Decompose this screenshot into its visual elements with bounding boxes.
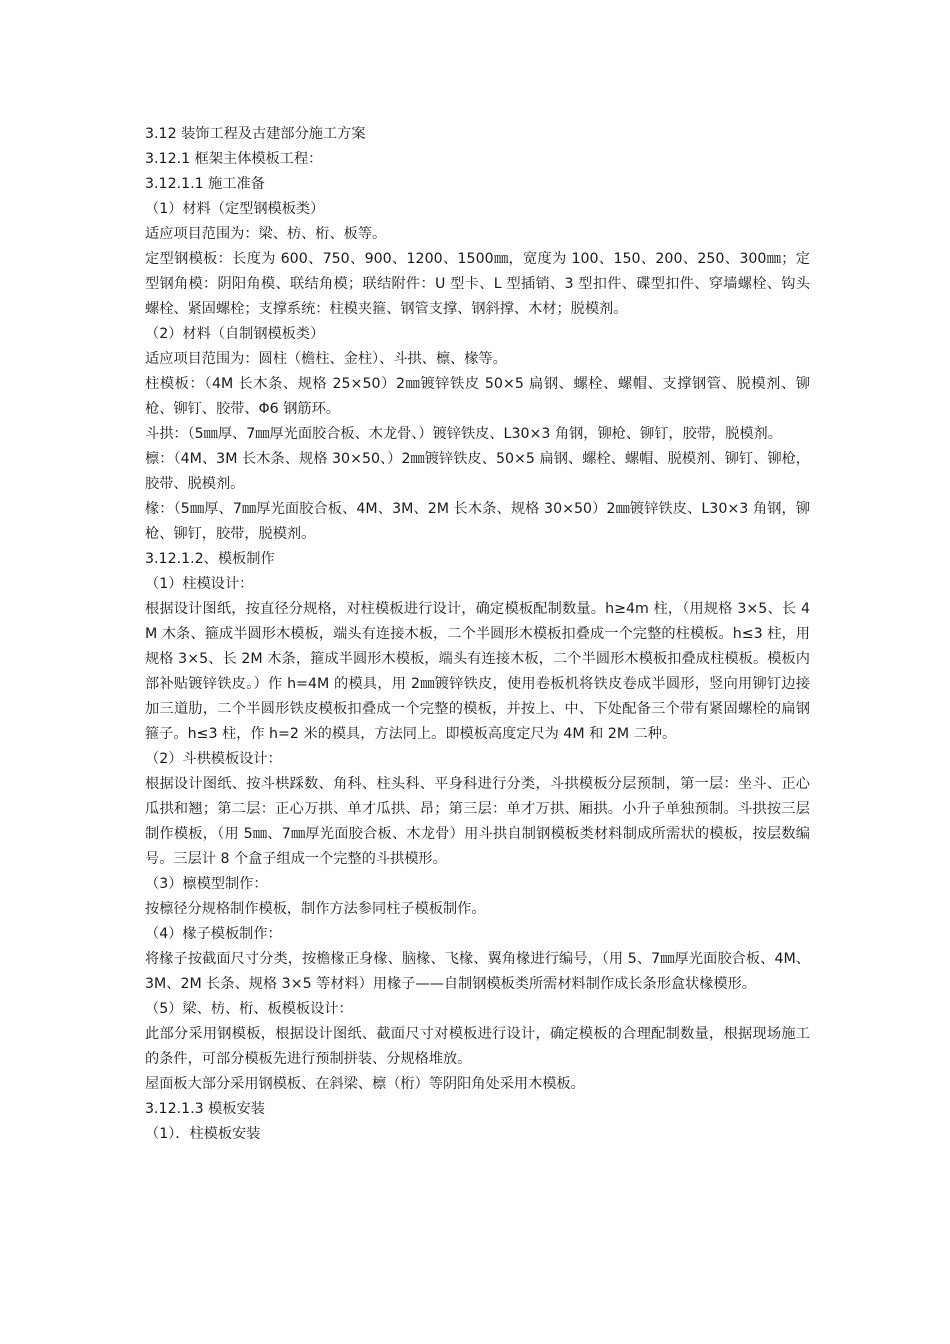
subsection-title: 3.12.1 框架主体模板工程：: [145, 151, 323, 167]
paragraph: 屋面板大部分采用钢模板、在斜梁、檩（桁）等阴阳角处采用木模板。: [145, 1076, 585, 1092]
paragraph: 椽：（5㎜厚、7㎜厚光面胶合板、4M、3M、2M 长木条、规格 30×50）2㎜镀锌铁皮、L30×3 角钢，铆枪、铆钉，胶带，脱模剂。: [145, 501, 810, 542]
section-title: 3.12 装饰工程及古建部分施工方案: [145, 126, 366, 142]
paragraph: 柱模板：（4M 长木条、规格 25×50）2㎜镀锌铁皮 50×5 扁钢、螺栓、螺帽、支撑钢管、脱模剂、铆枪、铆钉、胶带、Φ6 钢筋环。: [145, 376, 810, 417]
item-heading: （1）材料（定型钢模板类）: [145, 201, 325, 217]
subsection-title: 3.12.1.3 模板安装: [145, 1101, 265, 1117]
paragraph: 将椽子按截面尺寸分类，按檐椽正身椽、脑椽、飞椽、翼角椽进行编号，（用 5、7㎜厚光面胶合板、4M、3M、2M 长条、规格 3×5 等材料）用椽子——自制钢模板类所需材料制作成长条形盒状椽模形。: [145, 951, 810, 992]
subsection-title: 3.12.1.1 施工准备: [145, 176, 265, 192]
paragraph: 檩：（4M、3M 长木条、规格 30×50、）2㎜镀锌铁皮、50×5 扁钢、螺栓、螺帽、脱模剂、铆钉、铆枪，胶带、脱模剂。: [145, 451, 810, 492]
item-heading: （4）椽子模板制作：: [145, 926, 282, 942]
paragraph: 定型钢模板：长度为 600、750、900、1200、1500㎜，宽度为 100、150、200、250、300㎜；定型钢角模：阴阳角模、联结角模；联结附件：U 型卡、L 型插销、3 型扣件、碟型扣件、穿墙螺栓、钩头螺栓、紧固螺栓；支撑系统：柱模夹箍、钢管支撑、钢斜撑、木材；脱模剂。: [145, 251, 810, 317]
paragraph: 根据设计图纸，按直径分规格，对柱模板进行设计，确定模板配制数量。h≥4m 柱，（用规格 3×5、长 4M 木条、箍成半圆形木模板，端头有连接木板，二个半圆形木模板扣叠成一个完整的柱模板。h≤3 柱，用规格 3×5、长 2M 木条，箍成半圆形木模板，端头有连接木板，二个半圆形木模板扣叠成柱模板。模板内部补贴镀锌铁皮。）作 h=4M 的模具，用 2㎜镀锌铁皮，使用卷板机将铁皮卷成半圆形，竖向用铆钉边接加三道肋，二个半圆形铁皮模板扣叠成一个完整的模板，并按上、中、下处配备三个带有紧固螺栓的扁钢箍子。h≤3 柱，作 h=2 米的模具，方法同上。即模板高度定尺为 4M 和 2M 二种。: [145, 601, 810, 742]
paragraph: 根据设计图纸、按斗栱踩数、角科、柱头科、平身科进行分类，斗拱模板分层预制，第一层：坐斗、正心瓜拱和翘；第二层：正心万拱、单才瓜拱、昂；第三层：单才万拱、厢拱。小升子单独预制。斗拱按三层制作模板，（用 5㎜、7㎜厚光面胶合板、木龙骨）用斗拱自制钢模板类材料制成所需状的模板，按层数编号。三层计 8 个盒子组成一个完整的斗拱模形。: [145, 776, 810, 867]
paragraph: 斗拱：（5㎜厚、7㎜厚光面胶合板、木龙骨、）镀锌铁皮、L30×3 角钢，铆枪、铆钉，胶带，脱模剂。: [145, 426, 782, 442]
paragraph: 此部分采用钢模板，根据设计图纸、截面尺寸对模板进行设计，确定模板的合理配制数量，根据现场施工的条件，可部分模板先进行预制拼装、分规格堆放。: [145, 1026, 810, 1067]
subsection-title: 3.12.1.2、模板制作: [145, 551, 275, 567]
item-heading: （1）柱模设计：: [145, 576, 254, 592]
item-heading: （2）斗栱模板设计：: [145, 751, 282, 767]
item-heading: （3）檩模型制作：: [145, 876, 268, 892]
item-heading: （5）梁、枋、桁、板模板设计：: [145, 1001, 353, 1017]
paragraph: 适应项目范围为：圆柱（檐柱、金柱）、斗拱、檩、椽等。: [145, 351, 507, 367]
paragraph: 适应项目范围为：梁、枋、桁、板等。: [145, 226, 387, 242]
document-body: [145, 122, 810, 1147]
item-heading: （1）．柱模板安装: [145, 1126, 261, 1142]
item-heading: （2）材料（自制钢模板类）: [145, 326, 325, 342]
paragraph: 按檩径分规格制作模板，制作方法参同柱子模板制作。: [145, 901, 486, 917]
